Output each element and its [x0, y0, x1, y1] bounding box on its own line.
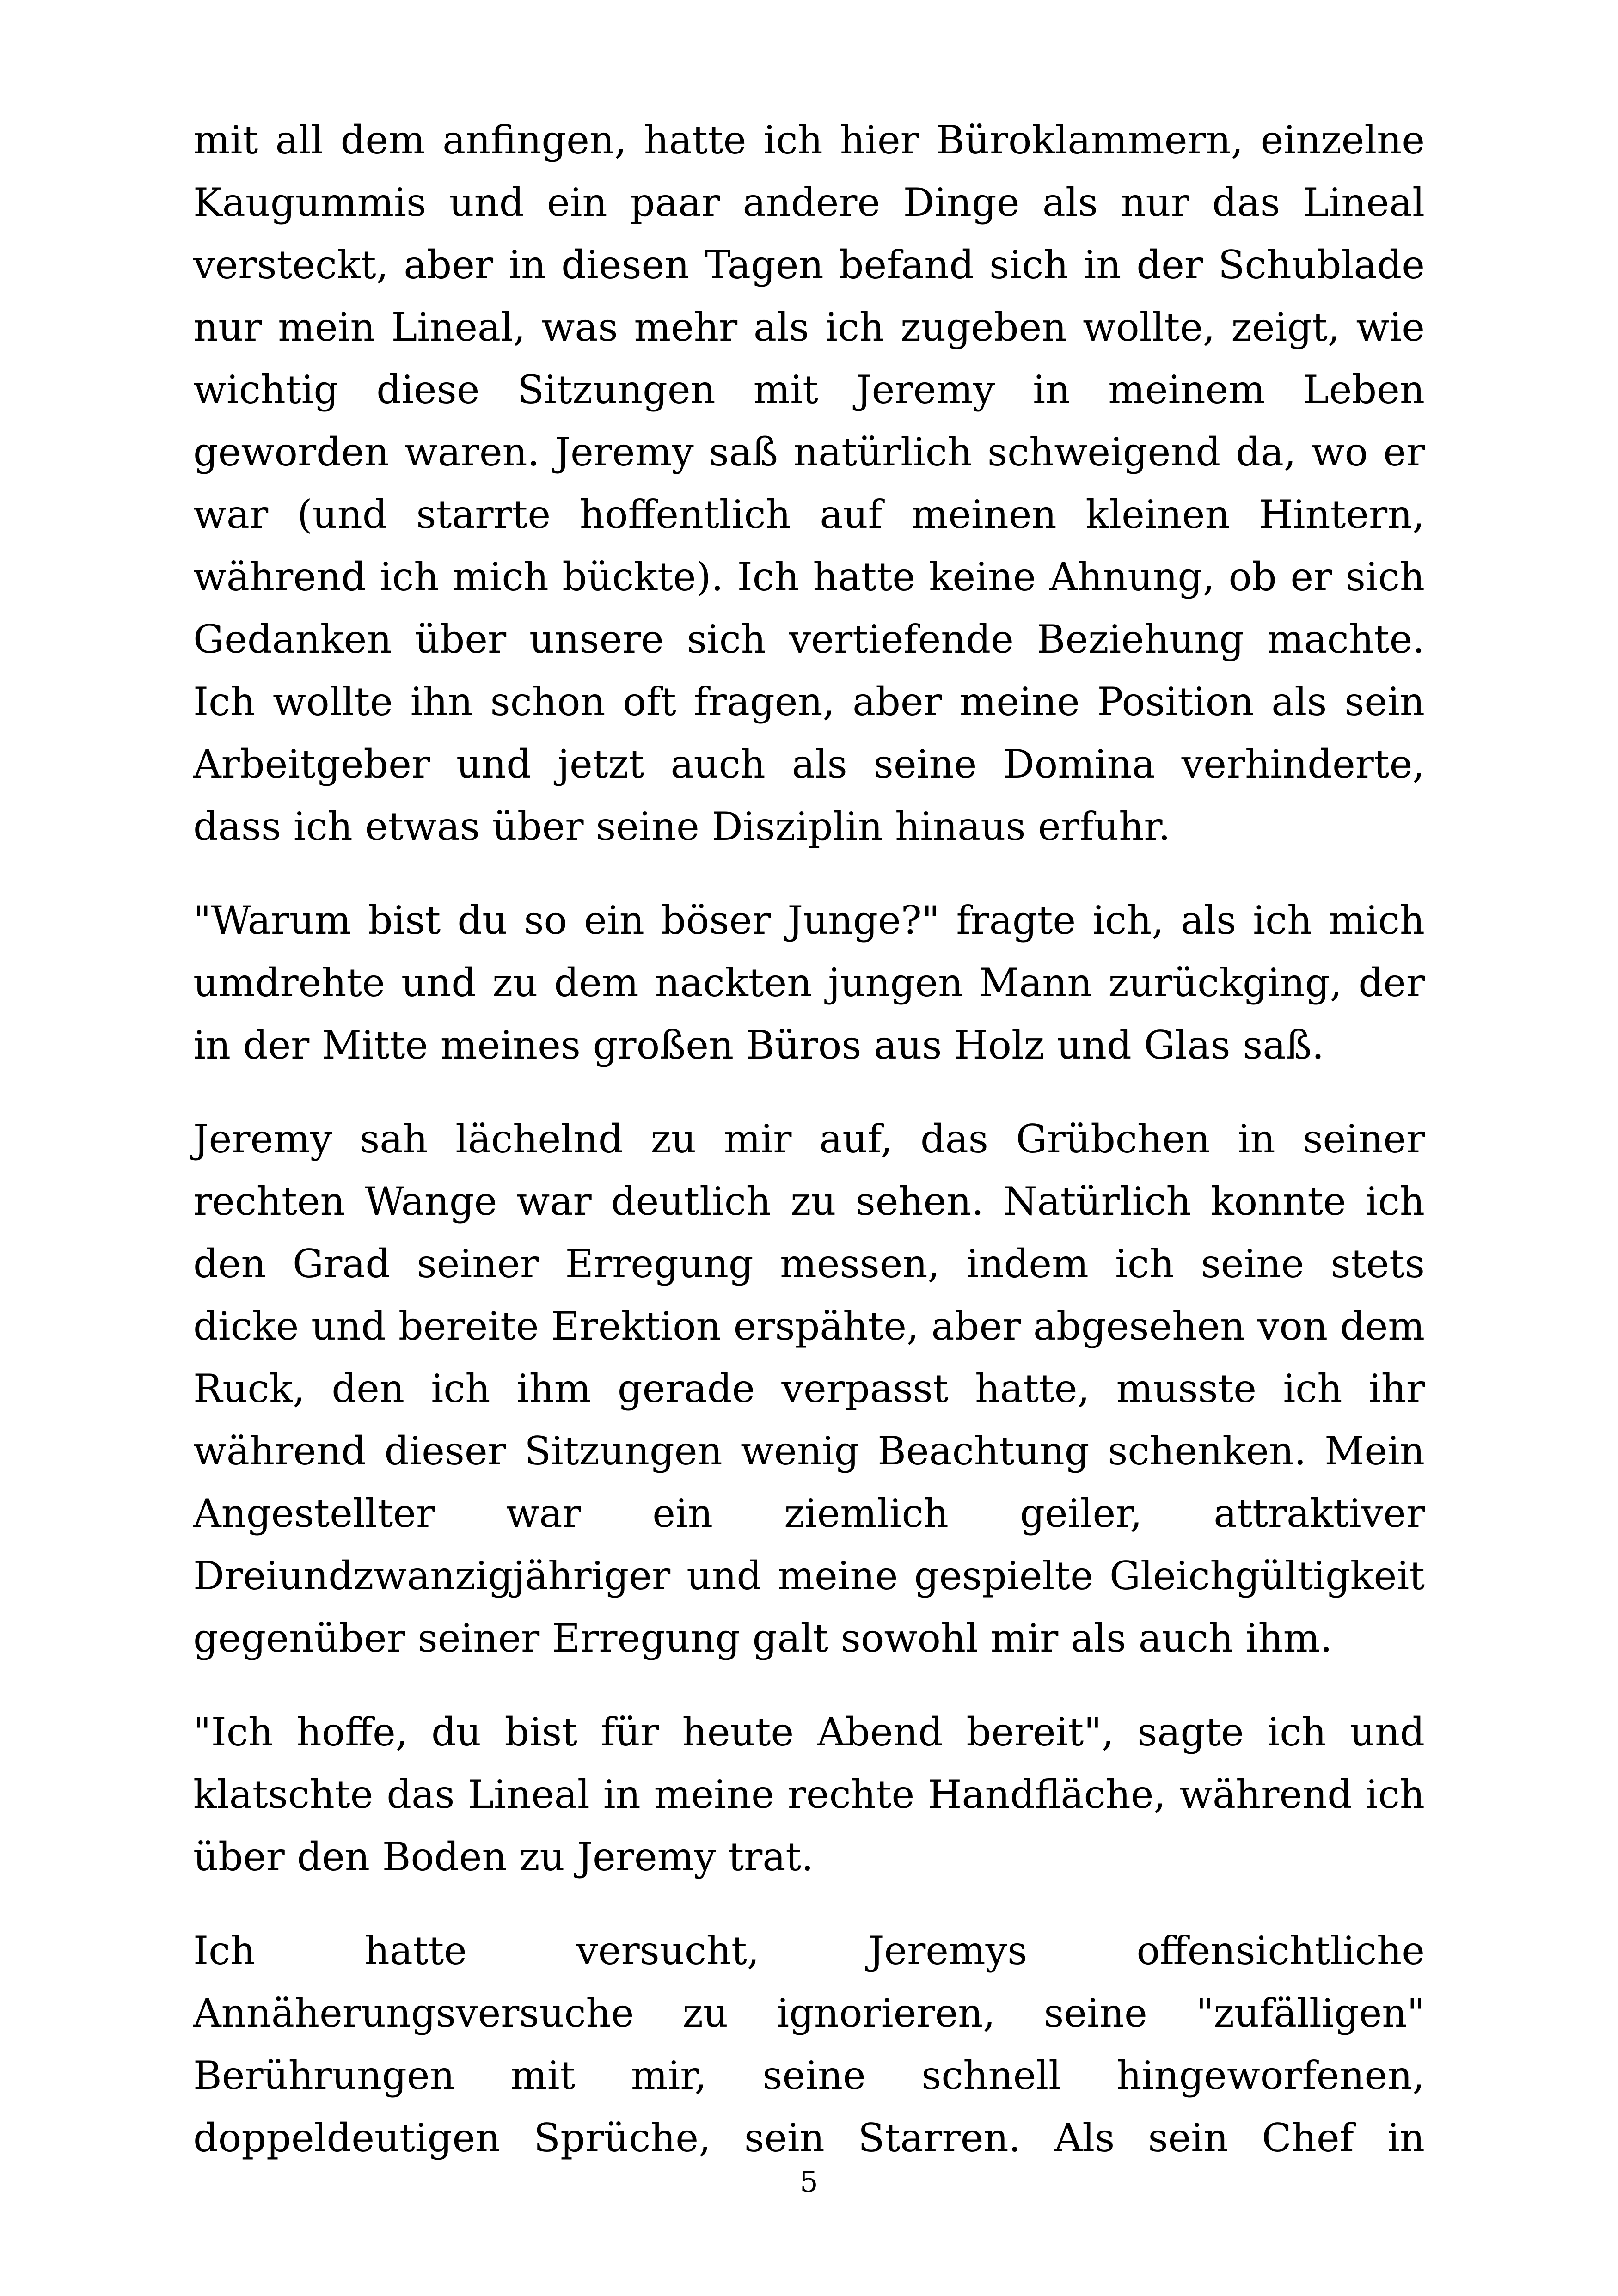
paragraph-5: Ich hatte versucht, Jeremys offensichtliche Annäherungsversuche zu ignorieren, seine "zufälligen" Berührungen mit mir, seine schnell hingeworfenen, doppeldeutigen Sprüche, sein Starren. Als sein Chef in: [193, 1928, 1425, 2161]
paragraph-3: Jeremy sah lächelnd zu mir auf, das Grübchen in seiner rechten Wange war deutlich zu sehen. Natürlich konnte ich den Grad seiner Erregung messen, indem ich seine stets dicke und bereite Erektion erspähte, aber abgesehen von dem Ruck, den ich ihm gerade verpasst hatte, musste ich ihr während dieser Sitzungen wenig Beachtung schenken. Mein Angestellter war ein ziemlich geiler, attraktiver Dreiundzwanzigjähriger und meine gespielte Gleichgültigkeit gegenüber seiner Erregung galt sowohl mir als auch ihm.: [193, 1116, 1425, 1661]
body-text: [193, 109, 1425, 2169]
paragraph-2: "Warum bist du so ein böser Junge?" fragte ich, als ich mich umdrehte und zu dem nackten jungen Mann zurückging, der in der Mitte meines großen Büros aus Holz und Glas saß.: [193, 898, 1425, 1068]
paragraph-1: mit all dem anfingen, hatte ich hier Büroklammern, einzelne Kaugummis und ein paar andere Dinge als nur das Lineal versteckt, aber in diesen Tagen befand sich in der Schublade nur mein Lineal, was mehr als ich zugeben wollte, zeigt, wie wichtig diese Sitzungen mit Jeremy in meinem Leben geworden waren. Jeremy saß natürlich schweigend da, wo er war (und starrte hoffentlich auf meinen kleinen Hintern, während ich mich bückte). Ich hatte keine Ahnung, ob er sich Gedanken über unsere sich vertiefende Beziehung machte. Ich wollte ihn schon oft fragen, aber meine Position als sein Arbeitgeber und jetzt auch als seine Domina verhinderte, dass ich etwas über seine Disziplin hinaus erfuhr.: [193, 117, 1425, 849]
page-number: 5: [800, 2165, 818, 2198]
paragraph-4: "Ich hoffe, du bist für heute Abend bereit", sagte ich und klatschte das Lineal in meine rechte Handfläche, während ich über den Boden zu Jeremy trat.: [193, 1709, 1425, 1880]
